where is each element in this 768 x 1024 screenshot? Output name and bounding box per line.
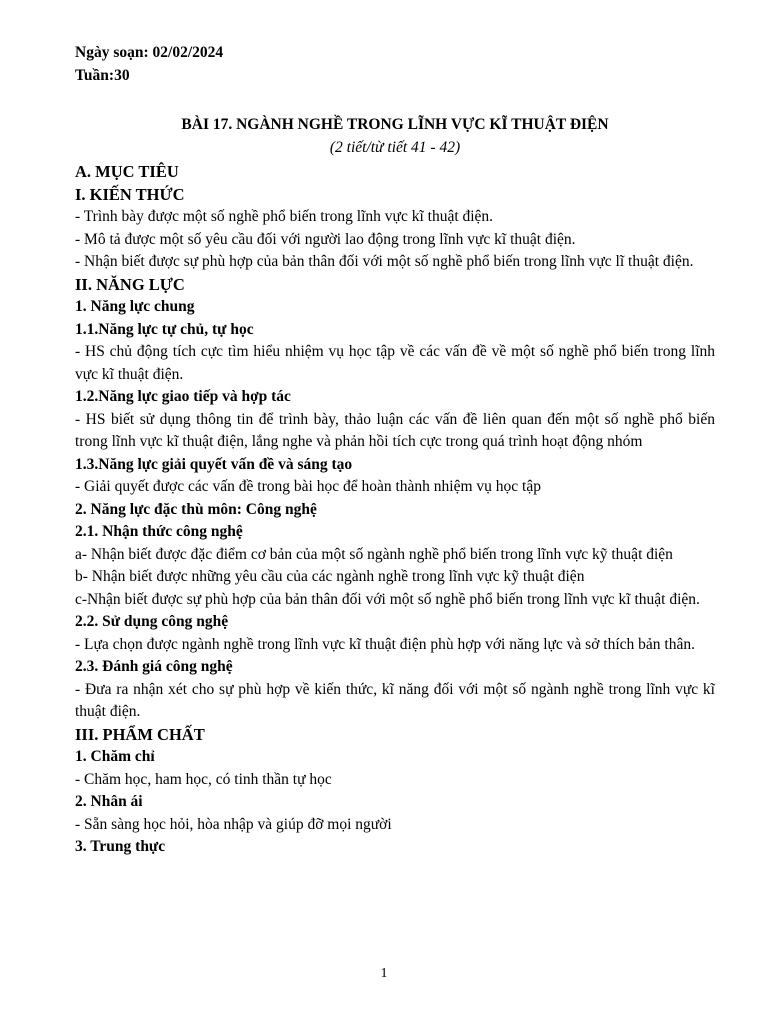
knowledge-item: - Mô tả được một số yêu cầu đối với người lao động trong lĩnh vực kĩ thuật điện. bbox=[75, 230, 576, 248]
subheading-2-2: 2.2. Sử dụng công nghệ bbox=[75, 613, 229, 630]
week-line: Tuần:30 bbox=[75, 66, 130, 84]
quality-1-text: - Chăm học, ham học, có tinh thần tự học bbox=[75, 770, 332, 788]
general-competence-heading: 1. Năng lực chung bbox=[75, 298, 195, 315]
page-number: 1 bbox=[380, 966, 388, 981]
knowledge-item: - Trình bày được một số nghề phổ biến trong lĩnh vực kĩ thuật điện. bbox=[75, 208, 494, 225]
subheading-1-3: 1.3.Năng lực giải quyết vấn đề và sáng tạo bbox=[75, 455, 353, 473]
paragraph-2-1-b: b- Nhận biết được những yêu cầu của các ngành nghề trong lĩnh vực kỹ thuật điện bbox=[75, 568, 585, 585]
paragraph-1-2: - HS biết sử dụng thông tin để trình bày, thảo luận các vấn đề liên quan đến một số nghề phổ biến trong lĩnh vực kĩ thuật điện, lắng nghe và phản hồi tích cực trong quá trình hoạt động nhóm bbox=[75, 410, 715, 450]
lesson-title: BÀI 17. NGÀNH NGHỀ TRONG LĨNH VỰC KĨ THUẬT ĐIỆN bbox=[181, 116, 609, 133]
qualities-heading: III. PHẨM CHẤT bbox=[75, 724, 205, 744]
paragraph-2-3: - Đưa ra nhận xét cho sự phù hợp về kiến thức, kĩ năng đối với một số ngành nghề trong lĩnh vực kĩ thuật điện. bbox=[75, 680, 715, 720]
quality-2-text: - Sẵn sàng học hỏi, hòa nhập và giúp đỡ mọi người bbox=[75, 815, 392, 833]
knowledge-item: - Nhận biết được sự phù hợp của bản thân đối với một số nghề phổ biến trong lĩnh vực lĩ thuật điện. bbox=[75, 253, 694, 270]
knowledge-heading: I. KIẾN THỨC bbox=[75, 184, 185, 204]
subheading-1-1: 1.1.Năng lực tự chủ, tự học bbox=[75, 320, 254, 338]
quality-1-heading: 1. Chăm chỉ bbox=[75, 748, 155, 765]
quality-3-heading: 3. Trung thực bbox=[75, 838, 166, 855]
subheading-2-1: 2.1. Nhận thức công nghệ bbox=[75, 523, 243, 540]
competence-heading: II. NĂNG LỰC bbox=[75, 274, 185, 294]
subheading-2-3: 2.3. Đánh giá công nghệ bbox=[75, 658, 233, 675]
lesson-subtitle: (2 tiết/từ tiết 41 - 42) bbox=[329, 138, 461, 156]
paragraph-1-1: - HS chủ động tích cực tìm hiểu nhiệm vụ học tập về các vấn đề về một số nghề phổ biến trong lĩnh vực kĩ thuật điện. bbox=[75, 343, 715, 383]
subheading-1-2: 1.2.Năng lực giao tiếp và hợp tác bbox=[75, 388, 291, 405]
quality-2-heading: 2. Nhân ái bbox=[75, 793, 143, 810]
section-a-heading: A. MỤC TIÊU bbox=[75, 162, 179, 181]
paragraph-2-2: - Lựa chọn được ngành nghề trong lĩnh vực kĩ thuật điện phù hợp với năng lực và sở thích bản thân. bbox=[75, 635, 695, 653]
paragraph-1-3: - Giải quyết được các vấn đề trong bài học để hoàn thành nhiệm vụ học tập bbox=[75, 478, 541, 495]
paragraph-2-1-a: a- Nhận biết được đặc điểm cơ bản của một số ngành nghề phổ biến trong lĩnh vực kỹ thuật điện bbox=[75, 545, 673, 563]
paragraph-2-1-c: c-Nhận biết được sự phù hợp của bản thân đối với một số nghề phổ biến trong lĩnh vực kĩ thuật điện. bbox=[75, 590, 700, 608]
date-line: Ngày soạn: 02/02/2024 bbox=[75, 44, 224, 61]
specific-competence-heading: 2. Năng lực đặc thù môn: Công nghệ bbox=[75, 500, 317, 518]
document-page bbox=[75, 42, 715, 859]
